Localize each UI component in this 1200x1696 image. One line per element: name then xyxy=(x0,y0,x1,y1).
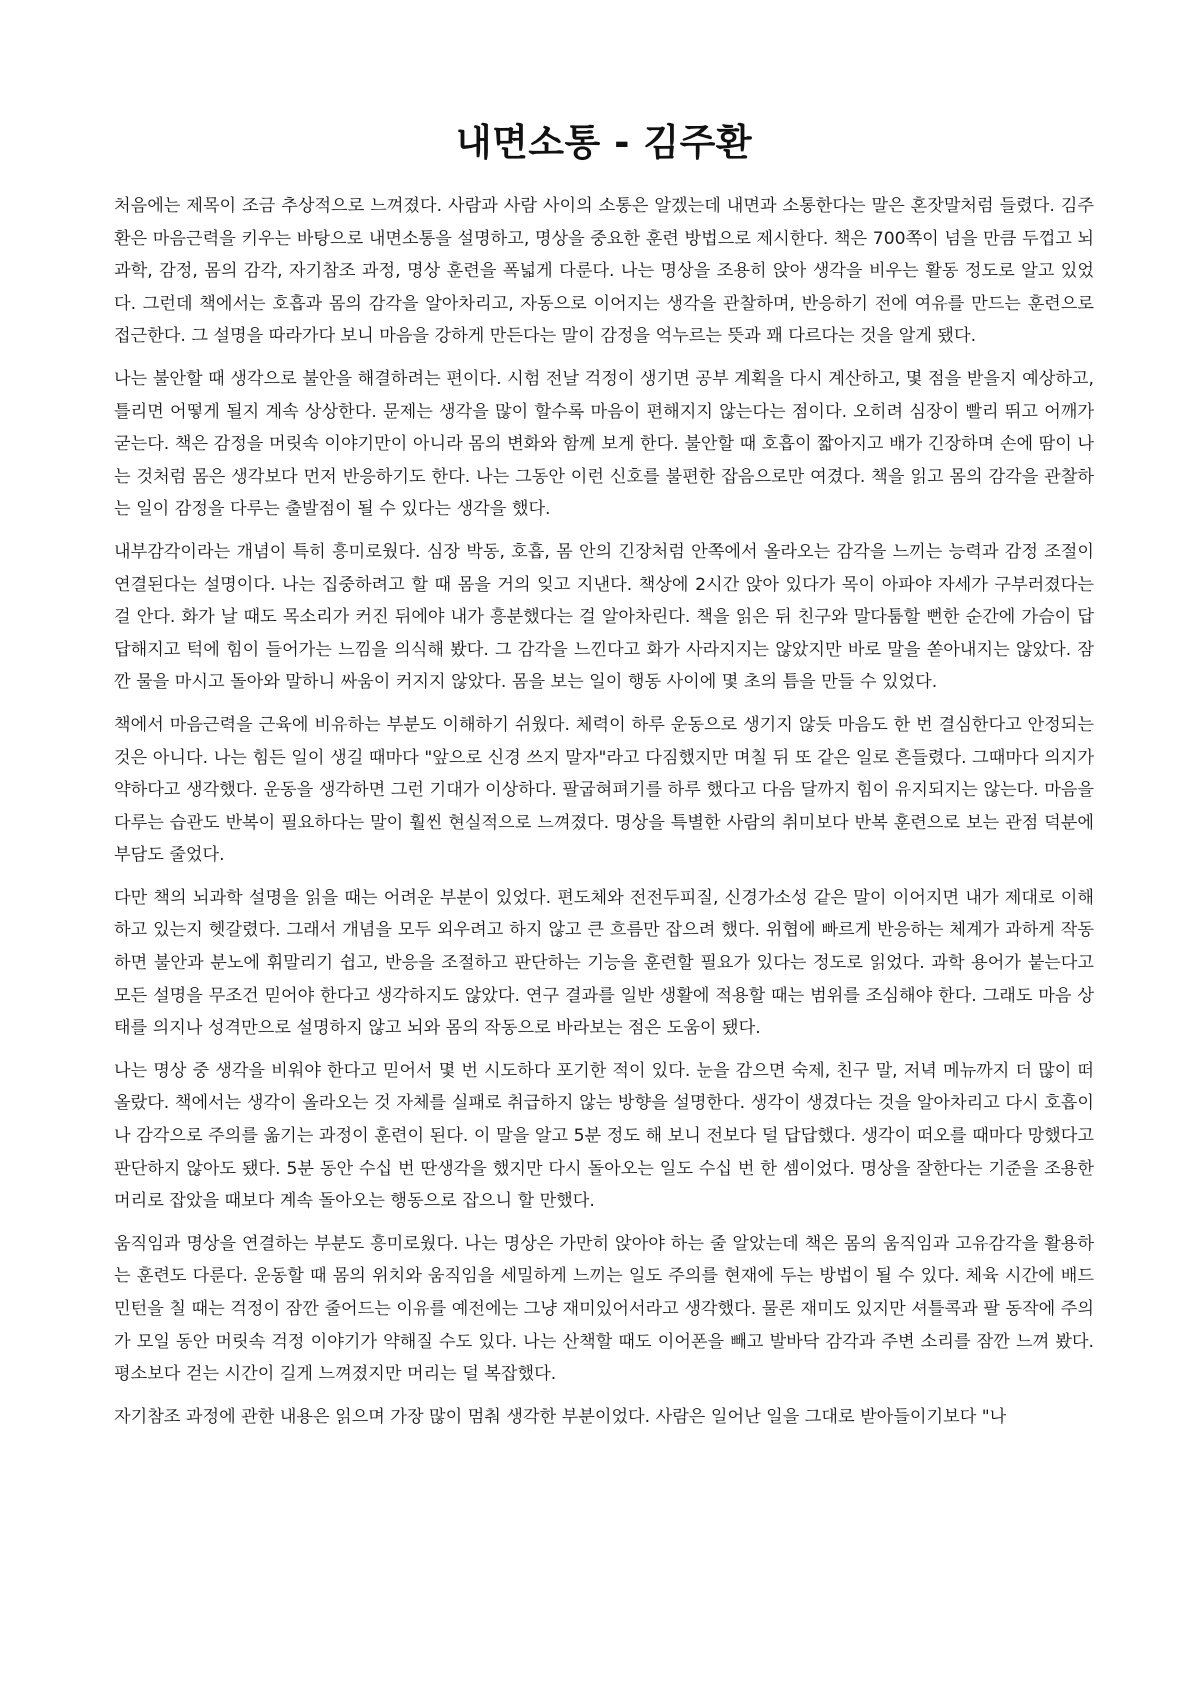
paragraph: 나는 불안할 때 생각으로 불안을 해결하려는 편이다. 시험 전날 걱정이 생기면 공부 계획을 다시 계산하고, 몇 점을 받을지 예상하고, 틀리면 어떻게 될지 계속 상상한다. 문제는 생각을 많이 할수록 마음이 편해지지 않는다는 점이다. 오히려 심장이 빨리 뛰고 어깨가 굳는다. 책은 감정을 머릿속 이야기만이 아니라 몸의 변화와 함께 보게 한다. 불안할 때 호흡이 짧아지고 배가 긴장하며 손에 땀이 나는 것처럼 몸은 생각보다 먼저 반응하기도 한다. 나는 그동안 이런 신호를 불편한 잡음으로만 여겼다. 책을 읽고 몸의 감각을 관찰하는 일이 감정을 다루는 출발점이 될 수 있다는 생각을 했다. xyxy=(114,368,1094,520)
paragraph: 처음에는 제목이 조금 추상적으로 느껴졌다. 사람과 사람 사이의 소통은 알겠는데 내면과 소통한다는 말은 혼잣말처럼 들렸다. 김주환은 마음근력을 키우는 바탕으로 내면소통을 설명하고, 명상을 중요한 훈련 방법으로 제시한다. 책은 700쪽이 넘을 만큼 두껍고 뇌과학, 감정, 몸의 감각, 자기참조 과정, 명상 훈련을 폭넓게 다룬다. 나는 명상을 조용히 앉아 생각을 비우는 활동 정도로 알고 있었다. 그런데 책에서는 호흡과 몸의 감각을 알아차리고, 자동으로 이어지는 생각을 관찰하며, 반응하기 전에 여유를 만드는 훈련으로 접근한다. 그 설명을 따라가다 보니 마음을 강하게 만든다는 말이 감정을 억누르는 뜻과 꽤 다르다는 것을 알게 됐다. xyxy=(114,196,1094,347)
paragraph: 내부감각이라는 개념이 특히 흥미로웠다. 심장 박동, 호흡, 몸 안의 긴장처럼 안쪽에서 올라오는 감각을 느끼는 능력과 감정 조절이 연결된다는 설명이다. 나는 집중하려고 할 때 몸을 거의 잊고 지낸다. 책상에 2시간 앉아 있다가 목이 아파야 자세가 구부러졌다는 걸 안다. 화가 날 때도 목소리가 커진 뒤에야 내가 흥분했다는 걸 알아차린다. 책을 읽은 뒤 친구와 말다툼할 뻔한 순간에 가슴이 답답해지고 턱에 힘이 들어가는 느낌을 의식해 봤다. 그 감각을 느낀다고 화가 사라지지는 않았지만 바로 말을 쏟아내지는 않았다. 잠깐 물을 마시고 돌아와 말하니 싸움이 커지지 않았다. 몸을 보는 일이 행동 사이에 몇 초의 틈을 만들 수 있었다. xyxy=(114,541,1094,693)
document-body xyxy=(114,190,1094,1433)
paragraph: 책에서 마음근력을 근육에 비유하는 부분도 이해하기 쉬웠다. 체력이 하루 운동으로 생기지 않듯 마음도 한 번 결심한다고 안정되는 것은 아니다. 나는 힘든 일이 생길 때마다 "앞으로 신경 쓰지 말자"라고 다짐했지만 며칠 뒤 또 같은 일로 흔들렸다. 그때마다 의지가 약하다고 생각했다. 운동을 생각하면 그런 기대가 이상하다. 팔굽혀펴기를 하루 했다고 다음 달까지 힘이 유지되지는 않는다. 마음을 다루는 습관도 반복이 필요하다는 말이 훨씬 현실적으로 느껴졌다. 명상을 특별한 사람의 취미보다 반복 훈련으로 보는 관점 덕분에 부담도 줄었다. xyxy=(114,714,1094,866)
document-title: 내면소통 - 김주환 xyxy=(455,121,753,164)
paragraph: 다만 책의 뇌과학 설명을 읽을 때는 어려운 부분이 있었다. 편도체와 전전두피질, 신경가소성 같은 말이 이어지면 내가 제대로 이해하고 있는지 헷갈렸다. 그래서 개념을 모두 외우려고 하지 않고 큰 흐름만 잡으려 했다. 위협에 빠르게 반응하는 체계가 과하게 작동하면 불안과 분노에 휘말리기 쉽고, 반응을 조절하고 판단하는 기능을 훈련할 필요가 있다는 정도로 읽었다. 과학 용어가 붙는다고 모든 설명을 무조건 믿어야 한다고 생각하지도 않았다. 연구 결과를 일반 생활에 적용할 때는 범위를 조심해야 한다. 그래도 마음 상태를 의지나 성격만으로 설명하지 않고 뇌와 몸의 작동으로 바라보는 점은 도움이 됐다. xyxy=(114,887,1094,1039)
paragraph: 나는 명상 중 생각을 비워야 한다고 믿어서 몇 번 시도하다 포기한 적이 있다. 눈을 감으면 숙제, 친구 말, 저녁 메뉴까지 더 많이 떠올랐다. 책에서는 생각이 올라오는 것 자체를 실패로 취급하지 않는 방향을 설명한다. 생각이 생겼다는 것을 알아차리고 다시 호흡이나 감각으로 주의를 옮기는 과정이 훈련이 된다. 이 말을 알고 5분 정도 해 보니 전보다 덜 답답했다. 생각이 떠오를 때마다 망했다고 판단하지 않아도 됐다. 5분 동안 수십 번 딴생각을 했지만 다시 돌아오는 일도 수십 번 한 셈이었다. 명상을 잘한다는 기준을 조용한 머리로 잡았을 때보다 계속 돌아오는 행동으로 잡으니 할 만했다. xyxy=(114,1060,1094,1212)
paragraph: 자기참조 과정에 관한 내용은 읽으며 가장 많이 멈춰 생각한 부분이었다. 사람은 일어난 일을 그대로 받아들이기보다 "나 xyxy=(114,1406,1007,1427)
paragraph: 움직임과 명상을 연결하는 부분도 흥미로웠다. 나는 명상은 가만히 앉아야 하는 줄 알았는데 책은 몸의 움직임과 고유감각을 활용하는 훈련도 다룬다. 운동할 때 몸의 위치와 움직임을 세밀하게 느끼는 일도 주의를 현재에 두는 방법이 될 수 있다. 체육 시간에 배드민턴을 칠 때는 걱정이 잠깐 줄어드는 이유를 예전에는 그냥 재미있어서라고 생각했다. 물론 재미도 있지만 셔틀콕과 팔 동작에 주의가 모일 동안 머릿속 걱정 이야기가 약해질 수도 있다. 나는 산책할 때도 이어폰을 빼고 발바닥 감각과 주변 소리를 잠깐 느껴 봤다. 평소보다 걷는 시간이 길게 느껴졌지만 머리는 덜 복잡했다. xyxy=(114,1233,1094,1385)
